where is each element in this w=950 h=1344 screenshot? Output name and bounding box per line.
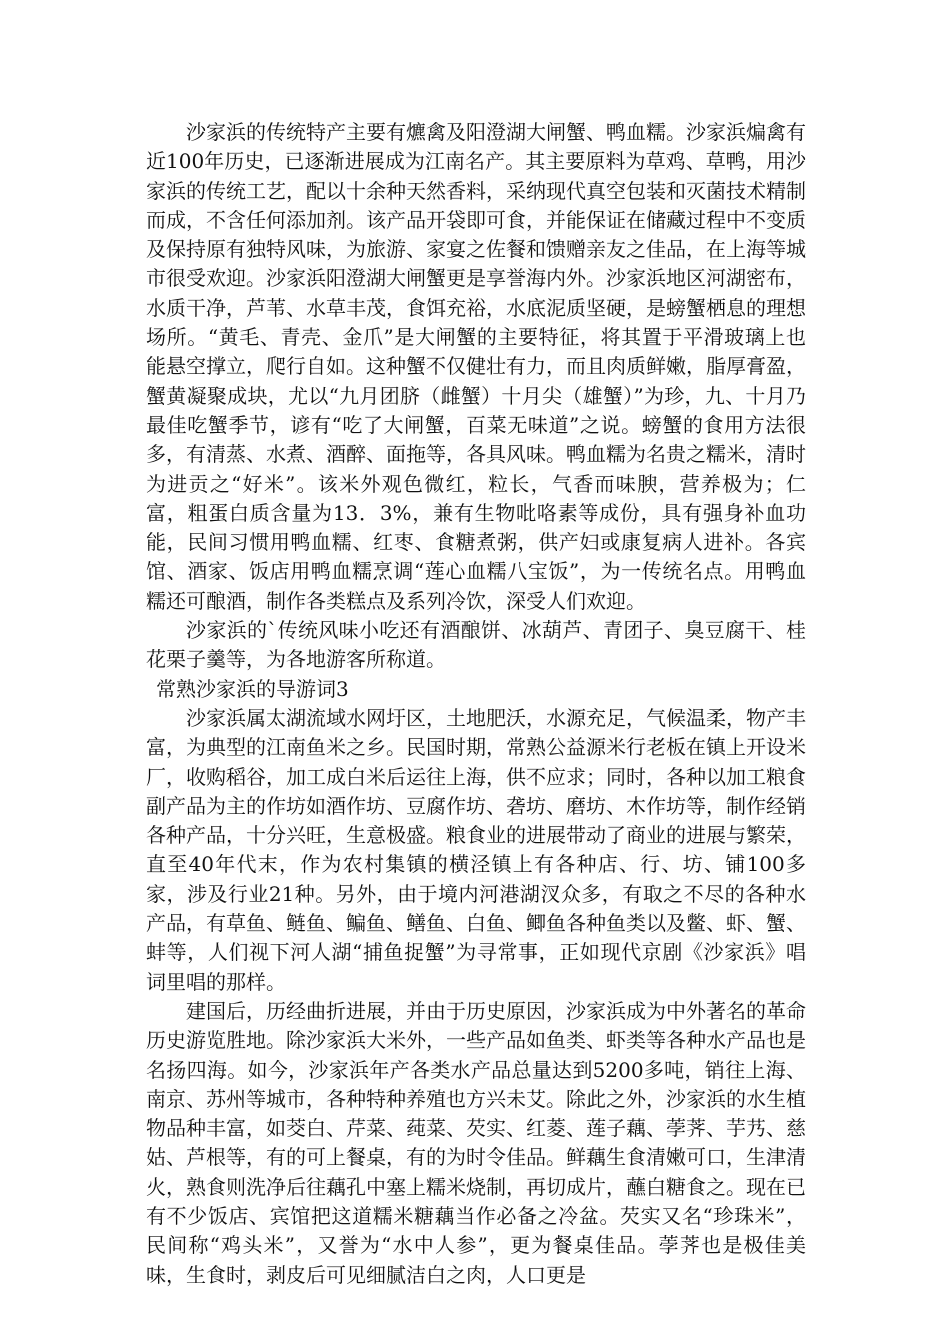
paragraph-specialties: 沙家浜的传统特产主要有爊禽及阳澄湖大闸蟹、鸭血糯。沙家浜煸禽有近100年历史，已逐渐进展成为江南名产。其主要原料为草鸡、草鸭，用沙家浜的传统工艺，配以十余种天然香料，采纳现代真空包装和灭菌技术精制而成，不含任何添加剂。该产品开袋即可食，并能保证在储藏过程中不变质及保持原有独特风味，为旅游、家宴之佐餐和馈赠亲友之佳品，在上海等城市很受欢迎。沙家浜阳澄湖大闸蟹更是享誉海内外。沙家浜地区河湖密布，水质干净，芦苇、水草丰茂，食饵充裕，水底泥质坚硬，是螃蟹栖息的理想场所。“黄毛、青壳、金爪”是大闸蟹的主要特征，将其置于平滑玻璃上也能悬空撑立，爬行自如。这种蟹不仅健壮有力，而且肉质鲜嫩，脂厚膏盈，蟹黄凝聚成块，尤以“九月团脐（雌蟹）十月尖（雄蟹）”为珍，九、十月乃最佳吃蟹季节，谚有“吃了大闸蟹，百菜无味道”之说。螃蟹的食用方法很多，有清蒸、水煮、酒醉、面拖等，各具风味。鸭血糯为名贵之糯米，清时为进贡之“好米”。该米外观色微红，粒长，气香而味腴，营养极为；仁富，粗蛋白质含量为13．3%，兼有生物吡咯素等成份，具有强身补血功能，民间习惯用鸭血糯、红枣、食糖煮粥，供产妇或康复病人进补。各宾馆、酒家、饭店用鸭血糯烹调“莲心血糯八宝饭”，为一传统名点。用鸭血糯还可酿酒，制作各类糕点及系列冷饮，深受人们欢迎。 [146,120,806,613]
paragraph-snacks: 沙家浜的`传统风味小吃还有酒酿饼、冰葫芦、青团子、臭豆腐干、桂花栗子羹等，为各地游客所称道。 [146,618,806,672]
paragraph-fish-rice-land: 沙家浜属太湖流域水网圩区，土地肥沃，水源充足，气候温柔，物产丰富，为典型的江南鱼米之乡。民国时期，常熟公益源米行老板在镇上开设米厂，收购稻谷，加工成白米后运往上海，供不应求；同时，各种以加工粮食副产品为主的作坊如酒作坊、豆腐作坊、砻坊、磨坊、木作坊等，制作经销各种产品，十分兴旺，生意极盛。粮食业的进展带动了商业的进展与繁荣，直至40年代末，作为农村集镇的横泾镇上有各种店、行、坊、铺100多家，涉及行业21种。另外，由于境内河港湖汊众多，有取之不尽的各种水产品，有草鱼、鲢鱼、鳊鱼、鳝鱼、白鱼、鲫鱼各种鱼类以及鳖、虾、蟹、蚌等，人们视下河人湖“捕鱼捉蟹”为寻常事，正如现代京剧《沙家浜》唱词里唱的那样。 [146,705,806,994]
paragraph-post-liberation: 建国后，历经曲折进展，并由于历史原因，沙家浜成为中外著名的革命历史游览胜地。除沙家浜大米外，一些产品如鱼类、虾类等各种水产品也是名扬四海。如今，沙家浜年产各类水产品总量达到5200多吨，销往上海、南京、苏州等城市，各种特种养殖也方兴未艾。除此之外，沙家浜的水生植物品种丰富，如茭白、芹菜、莼菜、芡实、红菱、莲子藕、荸荠、芋艿、慈姑、芦根等，有的可上餐桌，有的为时令佳品。鲜藕生食清嫩可口，生津清火，熟食则洗净后往藕孔中塞上糯米烧制，再切成片，蘸白糖食之。现在已有不少饭店、宾馆把这道糯米糖藕当作必备之冷盆。芡实又名“珍珠米”，民间称“鸡头米”，又誉为“水中人参”，更为餐桌佳品。荸荠也是极佳美味，生食时，剥皮后可见细腻洁白之肉，人口更是 [146,998,806,1287]
section-heading: 常熟沙家浜的导游词3 [156,676,349,701]
document-page [146,118,806,1290]
